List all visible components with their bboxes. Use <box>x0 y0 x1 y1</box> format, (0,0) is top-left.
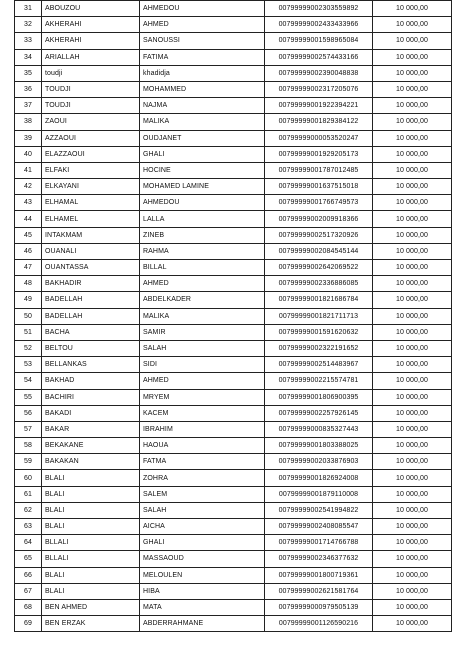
first-name-cell: ABDERRAHMANE <box>140 616 265 632</box>
row-number: 49 <box>15 292 42 308</box>
row-number: 57 <box>15 421 42 437</box>
row-number: 48 <box>15 276 42 292</box>
account-number-cell: 00799999001766749573 <box>265 195 373 211</box>
table-row <box>15 276 452 292</box>
beneficiary-table <box>14 0 452 632</box>
last-name-cell: BEKAKANE <box>42 438 140 454</box>
last-name-cell: AKHERAHI <box>42 33 140 49</box>
table-row <box>15 81 452 97</box>
amount-cell: 10 000,00 <box>373 179 452 195</box>
table-row <box>15 535 452 551</box>
table-row <box>15 260 452 276</box>
table-row <box>15 308 452 324</box>
row-number: 50 <box>15 308 42 324</box>
amount-cell: 10 000,00 <box>373 421 452 437</box>
table-row <box>15 373 452 389</box>
account-number-cell: 00799999001591620632 <box>265 324 373 340</box>
amount-cell: 10 000,00 <box>373 389 452 405</box>
account-number-cell: 00799999001922394221 <box>265 98 373 114</box>
last-name-cell: INTAKMAM <box>42 227 140 243</box>
table-row <box>15 65 452 81</box>
account-number-cell: 00799999002009918366 <box>265 211 373 227</box>
amount-cell: 10 000,00 <box>373 599 452 615</box>
amount-cell: 10 000,00 <box>373 276 452 292</box>
first-name-cell: AHMED <box>140 17 265 33</box>
last-name-cell: ELAZZAOUI <box>42 146 140 162</box>
first-name-cell: KACEM <box>140 405 265 421</box>
table-row <box>15 340 452 356</box>
account-number-cell: 00799999002033876903 <box>265 454 373 470</box>
row-number: 60 <box>15 470 42 486</box>
first-name-cell: NAJMA <box>140 98 265 114</box>
amount-cell: 10 000,00 <box>373 1 452 17</box>
row-number: 41 <box>15 162 42 178</box>
first-name-cell: MOHAMMED <box>140 81 265 97</box>
table-row <box>15 389 452 405</box>
row-number: 64 <box>15 535 42 551</box>
account-number-cell: 00799999002408085547 <box>265 519 373 535</box>
table-row <box>15 421 452 437</box>
last-name-cell: BADELLAH <box>42 308 140 324</box>
row-number: 43 <box>15 195 42 211</box>
amount-cell: 10 000,00 <box>373 373 452 389</box>
first-name-cell: HOCINE <box>140 162 265 178</box>
table-row <box>15 179 452 195</box>
table-row <box>15 211 452 227</box>
account-number-cell: 00799999002514483967 <box>265 357 373 373</box>
amount-cell: 10 000,00 <box>373 162 452 178</box>
row-number: 66 <box>15 567 42 583</box>
amount-cell: 10 000,00 <box>373 130 452 146</box>
first-name-cell: MASSAOUD <box>140 551 265 567</box>
last-name-cell: BLLALI <box>42 551 140 567</box>
last-name-cell: ABOUZOU <box>42 1 140 17</box>
last-name-cell: BEN AHMED <box>42 599 140 615</box>
last-name-cell: BLALI <box>42 567 140 583</box>
table-row <box>15 1 452 17</box>
last-name-cell: ARIALLAH <box>42 49 140 65</box>
account-number-cell: 00799999001637515018 <box>265 179 373 195</box>
last-name-cell: BAKHADIR <box>42 276 140 292</box>
first-name-cell: AHMEDOU <box>140 195 265 211</box>
amount-cell: 10 000,00 <box>373 551 452 567</box>
amount-cell: 10 000,00 <box>373 195 452 211</box>
last-name-cell: AKHERAHI <box>42 17 140 33</box>
amount-cell: 10 000,00 <box>373 292 452 308</box>
amount-cell: 10 000,00 <box>373 211 452 227</box>
table-row <box>15 486 452 502</box>
row-number: 68 <box>15 599 42 615</box>
amount-cell: 10 000,00 <box>373 260 452 276</box>
first-name-cell: HAOUA <box>140 438 265 454</box>
first-name-cell: SALEM <box>140 486 265 502</box>
last-name-cell: ZAOUI <box>42 114 140 130</box>
row-number: 55 <box>15 389 42 405</box>
account-number-cell: 00799999002336886085 <box>265 276 373 292</box>
account-number-cell: 00799999002257926145 <box>265 405 373 421</box>
first-name-cell: ZINEB <box>140 227 265 243</box>
account-number-cell: 00799999002322191652 <box>265 340 373 356</box>
last-name-cell: BAKAR <box>42 421 140 437</box>
last-name-cell: TOUDJI <box>42 98 140 114</box>
amount-cell: 10 000,00 <box>373 114 452 130</box>
table-row <box>15 405 452 421</box>
amount-cell: 10 000,00 <box>373 65 452 81</box>
table-row <box>15 33 452 49</box>
account-number-cell: 00799999001879110008 <box>265 486 373 502</box>
table-row <box>15 599 452 615</box>
table-row <box>15 114 452 130</box>
first-name-cell: IBRAHIM <box>140 421 265 437</box>
account-number-cell: 00799999000835327443 <box>265 421 373 437</box>
row-number: 33 <box>15 33 42 49</box>
account-number-cell: 00799999001821686784 <box>265 292 373 308</box>
last-name-cell: BEN ERZAK <box>42 616 140 632</box>
last-name-cell: TOUDJI <box>42 81 140 97</box>
account-number-cell: 00799999002541994822 <box>265 502 373 518</box>
last-name-cell: BLALI <box>42 583 140 599</box>
account-number-cell: 00799999001806900395 <box>265 389 373 405</box>
last-name-cell: BLALI <box>42 470 140 486</box>
amount-cell: 10 000,00 <box>373 454 452 470</box>
amount-cell: 10 000,00 <box>373 567 452 583</box>
last-name-cell: toudji <box>42 65 140 81</box>
amount-cell: 10 000,00 <box>373 81 452 97</box>
row-number: 39 <box>15 130 42 146</box>
last-name-cell: BADELLAH <box>42 292 140 308</box>
row-number: 44 <box>15 211 42 227</box>
amount-cell: 10 000,00 <box>373 438 452 454</box>
row-number: 61 <box>15 486 42 502</box>
amount-cell: 10 000,00 <box>373 357 452 373</box>
first-name-cell: FATMA <box>140 454 265 470</box>
amount-cell: 10 000,00 <box>373 519 452 535</box>
account-number-cell: 00799999001126590216 <box>265 616 373 632</box>
account-number-cell: 00799999002303559892 <box>265 1 373 17</box>
row-number: 47 <box>15 260 42 276</box>
row-number: 59 <box>15 454 42 470</box>
last-name-cell: AZZAOUI <box>42 130 140 146</box>
amount-cell: 10 000,00 <box>373 535 452 551</box>
first-name-cell: khadidja <box>140 65 265 81</box>
table-body <box>15 1 452 632</box>
last-name-cell: ELHAMEL <box>42 211 140 227</box>
table-row <box>15 324 452 340</box>
last-name-cell: ELFAKI <box>42 162 140 178</box>
amount-cell: 10 000,00 <box>373 405 452 421</box>
first-name-cell: SAMIR <box>140 324 265 340</box>
table-row <box>15 438 452 454</box>
row-number: 37 <box>15 98 42 114</box>
last-name-cell: BACHIRI <box>42 389 140 405</box>
last-name-cell: BAKADI <box>42 405 140 421</box>
amount-cell: 10 000,00 <box>373 340 452 356</box>
table-row <box>15 616 452 632</box>
first-name-cell: SIDI <box>140 357 265 373</box>
first-name-cell: HIBA <box>140 583 265 599</box>
row-number: 32 <box>15 17 42 33</box>
row-number: 65 <box>15 551 42 567</box>
row-number: 56 <box>15 405 42 421</box>
first-name-cell: SANOUSSI <box>140 33 265 49</box>
table-row <box>15 146 452 162</box>
first-name-cell: AHMED <box>140 276 265 292</box>
amount-cell: 10 000,00 <box>373 470 452 486</box>
account-number-cell: 00799999002346377632 <box>265 551 373 567</box>
account-number-cell: 00799999002642069522 <box>265 260 373 276</box>
first-name-cell: GHALI <box>140 535 265 551</box>
first-name-cell: MELOULEN <box>140 567 265 583</box>
account-number-cell: 00799999000053520247 <box>265 130 373 146</box>
row-number: 35 <box>15 65 42 81</box>
table-row <box>15 551 452 567</box>
amount-cell: 10 000,00 <box>373 308 452 324</box>
table-row <box>15 292 452 308</box>
amount-cell: 10 000,00 <box>373 486 452 502</box>
row-number: 34 <box>15 49 42 65</box>
last-name-cell: BLALI <box>42 486 140 502</box>
account-number-cell: 00799999002390048838 <box>265 65 373 81</box>
first-name-cell: SALAH <box>140 502 265 518</box>
first-name-cell: LALLA <box>140 211 265 227</box>
table-row <box>15 454 452 470</box>
row-number: 67 <box>15 583 42 599</box>
account-number-cell: 00799999002517320926 <box>265 227 373 243</box>
row-number: 63 <box>15 519 42 535</box>
last-name-cell: OUANALI <box>42 243 140 259</box>
row-number: 62 <box>15 502 42 518</box>
table-row <box>15 162 452 178</box>
table-row <box>15 195 452 211</box>
first-name-cell: MATA <box>140 599 265 615</box>
amount-cell: 10 000,00 <box>373 98 452 114</box>
account-number-cell: 00799999001821711713 <box>265 308 373 324</box>
account-number-cell: 00799999001829384122 <box>265 114 373 130</box>
row-number: 54 <box>15 373 42 389</box>
last-name-cell: ELKAYANI <box>42 179 140 195</box>
table-row <box>15 98 452 114</box>
account-number-cell: 00799999002574433166 <box>265 49 373 65</box>
account-number-cell: 00799999001826924008 <box>265 470 373 486</box>
first-name-cell: AHMED <box>140 373 265 389</box>
amount-cell: 10 000,00 <box>373 227 452 243</box>
table-row <box>15 130 452 146</box>
table-row <box>15 49 452 65</box>
last-name-cell: BLLALI <box>42 535 140 551</box>
last-name-cell: BLALI <box>42 519 140 535</box>
first-name-cell: ZOHRA <box>140 470 265 486</box>
amount-cell: 10 000,00 <box>373 583 452 599</box>
account-number-cell: 00799999002215574781 <box>265 373 373 389</box>
amount-cell: 10 000,00 <box>373 324 452 340</box>
row-number: 53 <box>15 357 42 373</box>
first-name-cell: GHALI <box>140 146 265 162</box>
last-name-cell: BLALI <box>42 502 140 518</box>
amount-cell: 10 000,00 <box>373 49 452 65</box>
account-number-cell: 00799999002084545144 <box>265 243 373 259</box>
last-name-cell: OUANTASSA <box>42 260 140 276</box>
amount-cell: 10 000,00 <box>373 33 452 49</box>
row-number: 36 <box>15 81 42 97</box>
first-name-cell: MALIKA <box>140 114 265 130</box>
last-name-cell: BAKAKAN <box>42 454 140 470</box>
table-row <box>15 227 452 243</box>
first-name-cell: FATIMA <box>140 49 265 65</box>
row-number: 58 <box>15 438 42 454</box>
account-number-cell: 00799999001598965084 <box>265 33 373 49</box>
last-name-cell: BAKHAD <box>42 373 140 389</box>
first-name-cell: MALIKA <box>140 308 265 324</box>
account-number-cell: 00799999001803388025 <box>265 438 373 454</box>
account-number-cell: 00799999001929205173 <box>265 146 373 162</box>
account-number-cell: 00799999002317205076 <box>265 81 373 97</box>
table-row <box>15 17 452 33</box>
account-number-cell: 00799999000979505139 <box>265 599 373 615</box>
table-row <box>15 470 452 486</box>
table-row <box>15 357 452 373</box>
first-name-cell: RAHMA <box>140 243 265 259</box>
row-number: 38 <box>15 114 42 130</box>
table-row <box>15 243 452 259</box>
account-number-cell: 00799999002621581764 <box>265 583 373 599</box>
first-name-cell: MOHAMED LAMINE <box>140 179 265 195</box>
account-number-cell: 00799999002433433966 <box>265 17 373 33</box>
first-name-cell: SALAH <box>140 340 265 356</box>
row-number: 51 <box>15 324 42 340</box>
first-name-cell: MRYEM <box>140 389 265 405</box>
first-name-cell: AHMEDOU <box>140 1 265 17</box>
table-row <box>15 567 452 583</box>
last-name-cell: BELLANKAS <box>42 357 140 373</box>
table-row <box>15 583 452 599</box>
row-number: 45 <box>15 227 42 243</box>
account-number-cell: 00799999001800719361 <box>265 567 373 583</box>
amount-cell: 10 000,00 <box>373 502 452 518</box>
last-name-cell: BELTOU <box>42 340 140 356</box>
first-name-cell: ABDELKADER <box>140 292 265 308</box>
account-number-cell: 00799999001714766788 <box>265 535 373 551</box>
table-row <box>15 519 452 535</box>
row-number: 69 <box>15 616 42 632</box>
last-name-cell: ELHAMAL <box>42 195 140 211</box>
table-row <box>15 502 452 518</box>
amount-cell: 10 000,00 <box>373 616 452 632</box>
amount-cell: 10 000,00 <box>373 17 452 33</box>
row-number: 52 <box>15 340 42 356</box>
row-number: 46 <box>15 243 42 259</box>
amount-cell: 10 000,00 <box>373 146 452 162</box>
first-name-cell: OUDJANET <box>140 130 265 146</box>
first-name-cell: BILLAL <box>140 260 265 276</box>
amount-cell: 10 000,00 <box>373 243 452 259</box>
last-name-cell: BACHA <box>42 324 140 340</box>
row-number: 42 <box>15 179 42 195</box>
first-name-cell: AICHA <box>140 519 265 535</box>
row-number: 31 <box>15 1 42 17</box>
account-number-cell: 00799999001787012485 <box>265 162 373 178</box>
row-number: 40 <box>15 146 42 162</box>
